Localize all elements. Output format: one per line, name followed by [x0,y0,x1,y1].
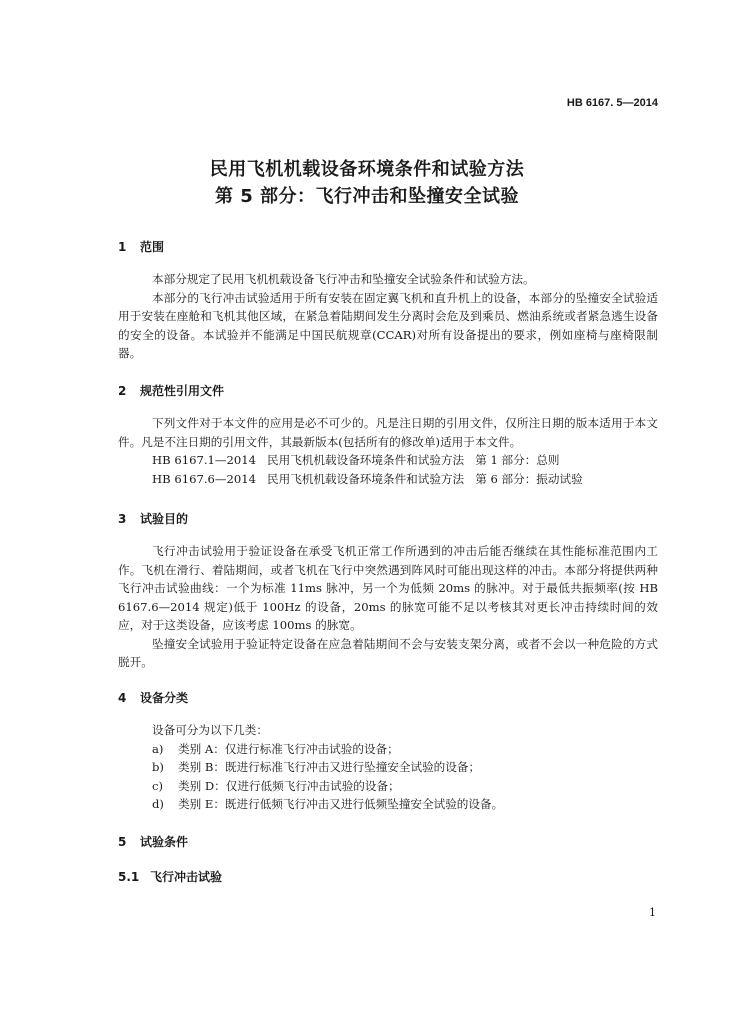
section-heading-5-1 [118,868,222,885]
page-number: 1 [649,906,656,919]
section-heading-5 [118,833,188,850]
section-3-body [118,542,658,672]
section-title: 飞行冲击试验 [150,870,223,884]
section-4-body [118,721,658,814]
list-item [118,740,658,759]
paragraph: 飞行冲击试验用于验证设备在承受飞机正常工作所遇到的冲击后能否继续在其性能标准范围内工作。飞机在滑行、着陆期间，或者飞机在飞行中突然遇到阵风时可能出现这样的冲击。本部分将提供两种飞行冲击试验曲线：一个为标准 11ms 脉冲，另一个为低频 20ms 的脉冲。对于最低共振频率(按 HB 6167.6—2014 规定)低于 100Hz 的设备，20ms 的脉宽可能不足以考核其对更长冲击持续时间的效应，对于这类设备，应该考虑 100ms 的脉宽。 [118,544,658,632]
section-heading-4 [118,689,188,706]
section-1-body [118,270,658,363]
section-heading-3 [118,510,188,527]
section-number: 2 [118,384,127,398]
paragraph: 本部分规定了民用飞机机载设备飞行冲击和坠撞安全试验条件和试验方法。 [152,272,535,286]
section-title: 设备分类 [140,691,189,705]
document-title: 民用飞机机载设备环境条件和试验方法 [209,159,525,180]
list-item [118,777,658,796]
document-code: HB 6167. 5—2014 [566,97,658,109]
section-title: 试验目的 [140,512,189,526]
paragraph: 坠撞安全试验用于验证特定设备在应急着陆期间不会与安装支架分离，或者不会以一种危险的方式脱开。 [118,636,658,669]
paragraph: 设备可分为以下几类： [152,723,268,737]
section-title: 试验条件 [140,835,189,849]
list-marker: d) [152,797,164,811]
paragraph: 下列文件对于本文件的应用是必不可少的。凡是注日期的引用文件，仅所注日期的版本适用于本文件。凡是不注日期的引用文件，其最新版本(包括所有的修改单)适用于本文件。 [118,416,658,449]
list-text: 类别 B：既进行标准飞行冲击又进行坠撞安全试验的设备； [178,760,481,774]
paragraph: 本部分的飞行冲击试验适用于所有安装在固定翼飞机和直升机上的设备，本部分的坠撞安全试验适用于安装在座舱和飞机其他区域，在紧急着陆期间发生分离时会危及到乘员、燃油系统或者紧急逃生设备的安全的设备。本试验并不能满足中国民航规章(CCAR)对所有设备提出的要求，例如座椅与座椅限制器。 [118,290,658,360]
list-marker: a) [152,741,164,756]
section-heading-2 [118,382,224,399]
reference-item: HB 6167.1—2014 民用飞机机载设备环境条件和试验方法 第 1 部分：总则 [152,453,560,467]
reference-item: HB 6167.6—2014 民用飞机机载设备环境条件和试验方法 第 6 部分：振动试验 [152,471,583,486]
list-marker: b) [152,760,164,774]
list-item [118,758,658,777]
document-subtitle: 第 5 部分：飞行冲击和坠撞安全试验 [214,186,520,207]
section-heading-1 [118,238,164,255]
list-text: 类别 E：既进行低频飞行冲击又进行低频坠撞安全试验的设备。 [178,797,504,811]
section-number: 4 [118,691,127,705]
section-title: 规范性引用文件 [140,384,225,398]
section-title: 范围 [140,240,165,254]
list-item [118,795,658,814]
section-number: 3 [118,512,127,526]
section-number: 5 [118,835,127,849]
list-text: 类别 D：仅进行低频飞行冲击试验的设备； [178,778,400,793]
list-text: 类别 A：仅进行标准飞行冲击试验的设备； [178,741,399,756]
section-number: 5.1 [118,870,140,884]
section-2-body [118,414,658,488]
list-marker: c) [152,778,164,793]
section-number: 1 [118,240,127,254]
